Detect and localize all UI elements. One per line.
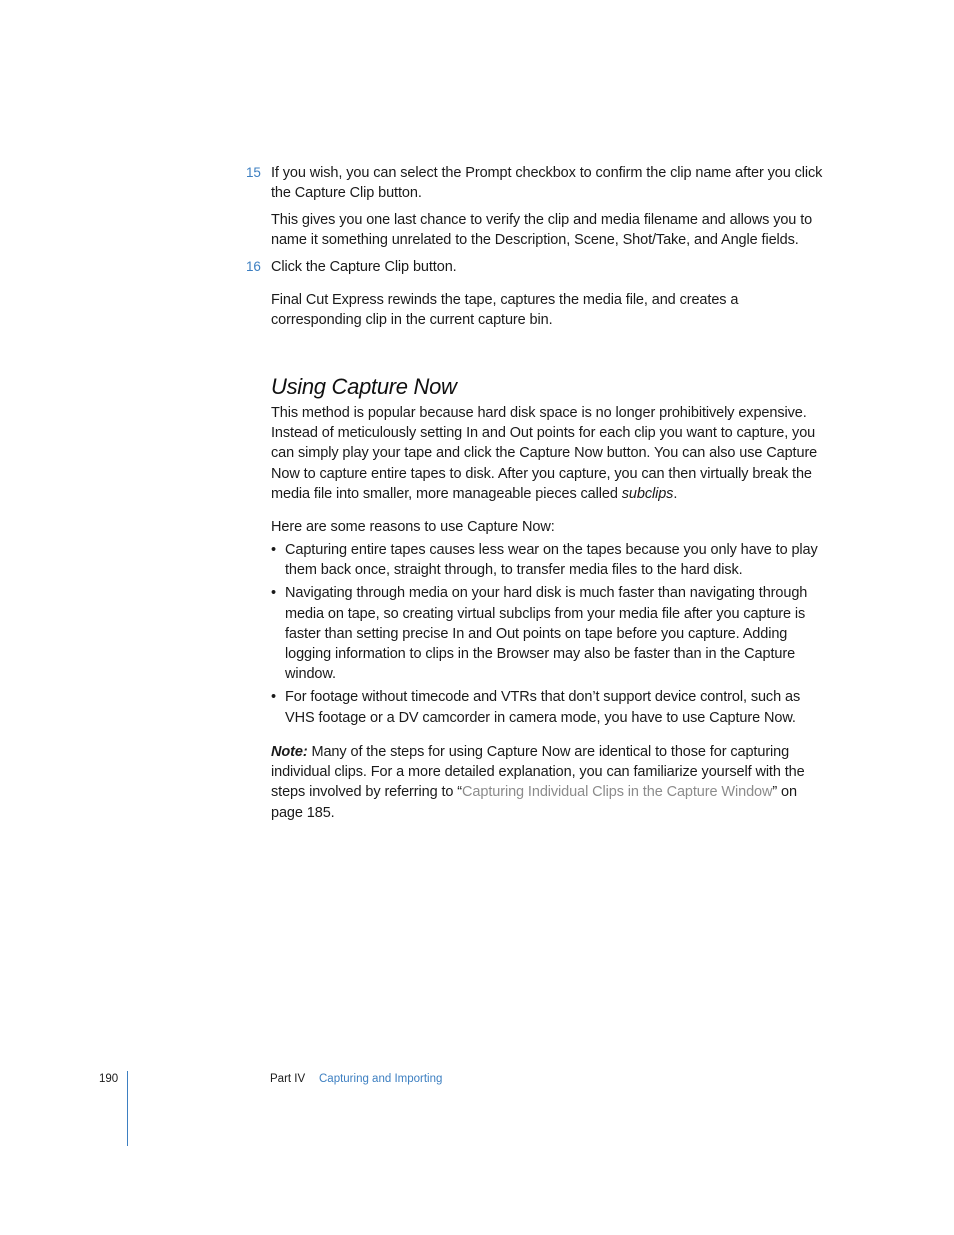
- footer-divider: [127, 1071, 128, 1146]
- step-number: 16: [246, 259, 261, 274]
- list-item-text: Capturing entire tapes causes less wear on the tapes because you only have to play them back once, straight through, to transfer media files to the hard disk.: [285, 542, 818, 579]
- page-number: 190: [99, 1073, 119, 1085]
- step-text: If you wish, you can select the Prompt checkbox to confirm the clip name after you click the Capture Clip button.: [271, 165, 823, 202]
- list-item-text: Navigating through media on your hard disk is much faster than navigating through media on tape, so creating virtual subclips from your media file after you capture is faster than setting precise In and Out points on tape before you capture. Adding logging information to clips in the Browser may also be faster than in the Capture window.: [285, 585, 808, 683]
- step-text: Click the Capture Clip button.: [271, 259, 457, 275]
- bullet-icon: •: [271, 689, 276, 706]
- step-number: 15: [246, 165, 261, 180]
- intro-end: .: [673, 485, 678, 502]
- list-item: [271, 583, 827, 684]
- footer-part-label: Part IV: [270, 1073, 306, 1085]
- bullet-icon: •: [271, 542, 276, 558]
- note-text: Many of the steps for using Capture Now are identical to those for capturing individual clips. For a more detailed explanation, you can familiarize yourself with the steps involved by referring to “: [271, 744, 805, 801]
- note-label: Note:: [271, 744, 308, 760]
- intro-text: This method is popular because hard disk space is no longer prohibitively expensive. Instead of meticulously setting In and Out points for each clip you want to capture, you can simply play your tape and click the Capture Now button. You can also use Capture Now to capture entire tapes to disk. After you capture, you can then virtually break the media file into smaller, more manageable pieces called: [271, 405, 818, 502]
- step-16-followup: Final Cut Express rewinds the tape, captures the media file, and creates a corresponding clip in the current capture bin.: [271, 292, 739, 329]
- reasons-list: [271, 540, 827, 731]
- list-item-text: For footage without timecode and VTRs that don’t support device control, such as VHS footage or a DV camcorder in camera mode, you have to use Capture Now.: [285, 689, 801, 726]
- reasons-lead: Here are some reasons to use Capture Now:: [271, 519, 555, 535]
- cross-reference-link[interactable]: Capturing Individual Clips in the Capture Window: [462, 784, 773, 801]
- intro-emphasis: subclips: [621, 485, 674, 502]
- step-15-followup: This gives you one last chance to verify the clip and media filename and allows you to name it something unrelated to the Description, Scene, Shot/Take, and Angle fields.: [271, 212, 813, 249]
- section-heading: Using Capture Now: [271, 374, 457, 399]
- list-item: [271, 687, 827, 727]
- section-intro: [271, 403, 827, 504]
- note-text-end: ” on page 185.: [271, 784, 797, 821]
- bullet-icon: •: [271, 585, 276, 602]
- footer-section-title: Capturing and Importing: [319, 1073, 443, 1085]
- note-paragraph: [271, 742, 827, 823]
- list-item: [271, 540, 827, 580]
